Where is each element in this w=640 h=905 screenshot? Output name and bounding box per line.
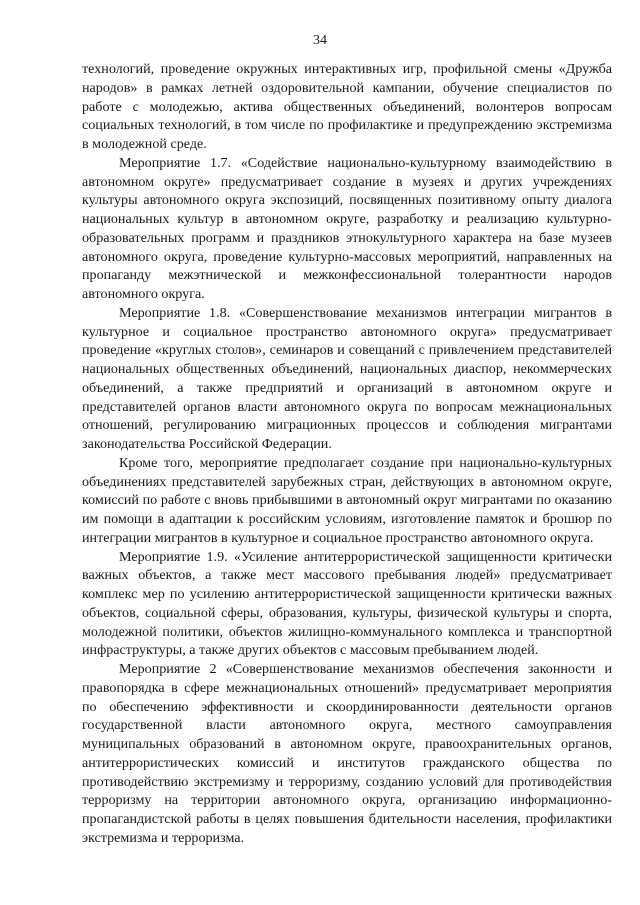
paragraph-measure-2: Мероприятие 2 «Совершенствование механизмов обеспечения законности и правопорядка в сфере межнациональных отношений» предусматривает мероприятия по обеспечению эффективности и скоординированности деятельности органов государственной власти автономного округа, местного самоуправления муниципальных образований в автономном округе, правоохранительных органов, антитеррористических комиссий и институтов гражданского общества по противодействию экстремизму и терроризму, созданию условий для противодействия терроризму на территории автономного округа, организацию информационно-пропагандистской работы в целях повышения бдительности населения, профилактики экстремизма и терроризма. [82,661,612,846]
paragraph-measure-1-7: Мероприятие 1.7. «Содействие национально-культурному взаимодействию в автономном округе» предусматривает создание в музеях и других учреждениях культуры автономного округа экспозиций, посвященных позитивному опыту диалога национальных культур в автономном округе, разработку и реализацию культурно-образовательных программ и праздников этнокультурного характера на базе музеев автономного округа, проведение культурно-массовых мероприятий, направленных на пропаганду межэтнической и межконфессиональной толерантности народов автономного округа. [82,154,612,302]
paragraph-measure-1-9: Мероприятие 1.9. «Усиление антитеррористической защищенности критически важных объектов, а также мест массового пребывания людей» предусматривает комплекс мер по усилению антитеррористической защищенности критически важных объектов, социальной сферы, образования, культуры, физической культуры и спорта, молодежной политики, объектов жилищно-коммунального комплекса и транспортной инфраструктуры, а также других объектов с массовым пребыванием людей. [82,548,612,659]
paragraph-measure-1-8: Мероприятие 1.8. «Совершенствование механизмов интеграции мигрантов в культурное и социальное пространство автономного округа» предусматривает проведение «круглых столов», семинаров и совещаний с привлечением представителей национальных общественных объединений, национальных диаспор, некоммерческих объединений, а также предприятий и организаций в автономном округе и представителей органов власти автономного округа по вопросам межнациональных отношений, регулированию миграционных процессов и соблюдения мигрантами законодательства Российской Федерации. [82,304,612,452]
body-text [82,60,612,848]
page-number: 34 [313,33,327,48]
paragraph-continuation: технологий, проведение окружных интерактивных игр, профильной смены «Дружба народов» в рамках летней оздоровительной кампании, обучение специалистов по работе с молодежью, актива общественных объединений, волонтеров вопросам социальных технологий, в том числе по профилактике и предупреждению экстремизма в молодежной среде. [82,61,612,152]
paragraph-measure-1-8-addendum: Кроме того, мероприятие предполагает создание при национально-культурных объединениях представителей зарубежных стран, действующих в автономном округе, комиссий по работе с вновь прибывшими в автономный округ мигрантами по оказанию им помощи в адаптации к российским условиям, изготовление памяток и брошюр по интеграции мигрантов в культурное и социальное пространство автономного округа. [82,454,612,546]
